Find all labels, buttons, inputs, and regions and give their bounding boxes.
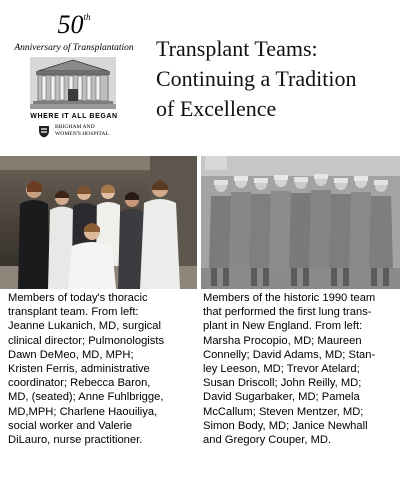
- caption-line: DiLauro, nurse practitioner.: [8, 434, 143, 447]
- historic-1990-team-photo: [201, 156, 400, 289]
- caption-line: plant in New England. From left:: [203, 320, 363, 333]
- logo-tagline: WHERE IT ALL BEGAN: [30, 113, 118, 120]
- thoracic-team-photo-image: [0, 156, 197, 289]
- caption-line: Simon Body, MD; Janice Newhall: [203, 419, 368, 432]
- hospital-name: [55, 124, 109, 138]
- caption-line: Jeanne Lukanich, MD, surgical: [8, 320, 161, 333]
- thoracic-team-photo: [0, 156, 197, 289]
- page-title-line3: of Excellence: [156, 96, 277, 121]
- caption-line: Dawn DeMeo, MD, MPH;: [8, 348, 134, 361]
- caption-line: MD, (seated); Anne Fuhlbrigge,: [8, 391, 164, 404]
- caption-line: and Gregory Couper, MD.: [203, 434, 332, 447]
- logo-ordinal: th: [83, 12, 91, 22]
- caption-line: ley Leeson, MD; Trevor Atelard;: [203, 363, 360, 376]
- page-title: [156, 34, 396, 124]
- page-title-line2: Continuing a Tradition: [156, 66, 357, 91]
- hospital-logo: [38, 124, 140, 140]
- hospital-name-line1: BRIGHAM AND: [55, 124, 95, 130]
- page-title-line1: Transplant Teams:: [156, 36, 318, 61]
- caption-line: transplant team. From left:: [8, 306, 139, 319]
- caption-line: Members of today's thoracic: [8, 292, 148, 304]
- caption-line: Members of the historic 1990 team: [203, 292, 376, 304]
- logo-anniversary-text: Anniversary of Transplantation: [14, 43, 134, 53]
- caption-line: MD,MPH; Charlene Haouiliya,: [8, 405, 158, 418]
- caption-line: McCallum; Steven Mentzer, MD;: [203, 405, 364, 418]
- caption-line: Kristen Ferris, administrative: [8, 363, 150, 376]
- historic-1990-team-photo-image: [201, 156, 400, 289]
- logo-number: 50: [57, 10, 84, 39]
- caption-line: Marsha Procopio, MD; Maureen: [203, 334, 362, 347]
- caption-line: David Sugarbaker, MD; Pamela: [203, 391, 360, 404]
- thoracic-team-caption: [8, 291, 198, 447]
- caption-line: social worker and Valerie: [8, 419, 133, 432]
- caption-line: coordinator; Rebecca Baron,: [8, 377, 151, 390]
- logo-anniversary-number: [8, 12, 140, 38]
- hospital-building-icon: [30, 57, 116, 109]
- caption-line: Connelly; David Adams, MD; Stan-: [203, 348, 376, 361]
- anniversary-logo: [8, 12, 140, 140]
- caption-line: clinical director; Pulmonologists: [8, 334, 165, 347]
- brigham-shield-icon: [38, 125, 50, 138]
- caption-line: Susan Driscoll; John Reilly, MD;: [203, 377, 362, 390]
- historic-team-caption: [203, 291, 399, 447]
- hospital-name-line2: WOMEN'S HOSPITAL: [55, 131, 109, 137]
- caption-line: that performed the first lung trans-: [203, 306, 372, 319]
